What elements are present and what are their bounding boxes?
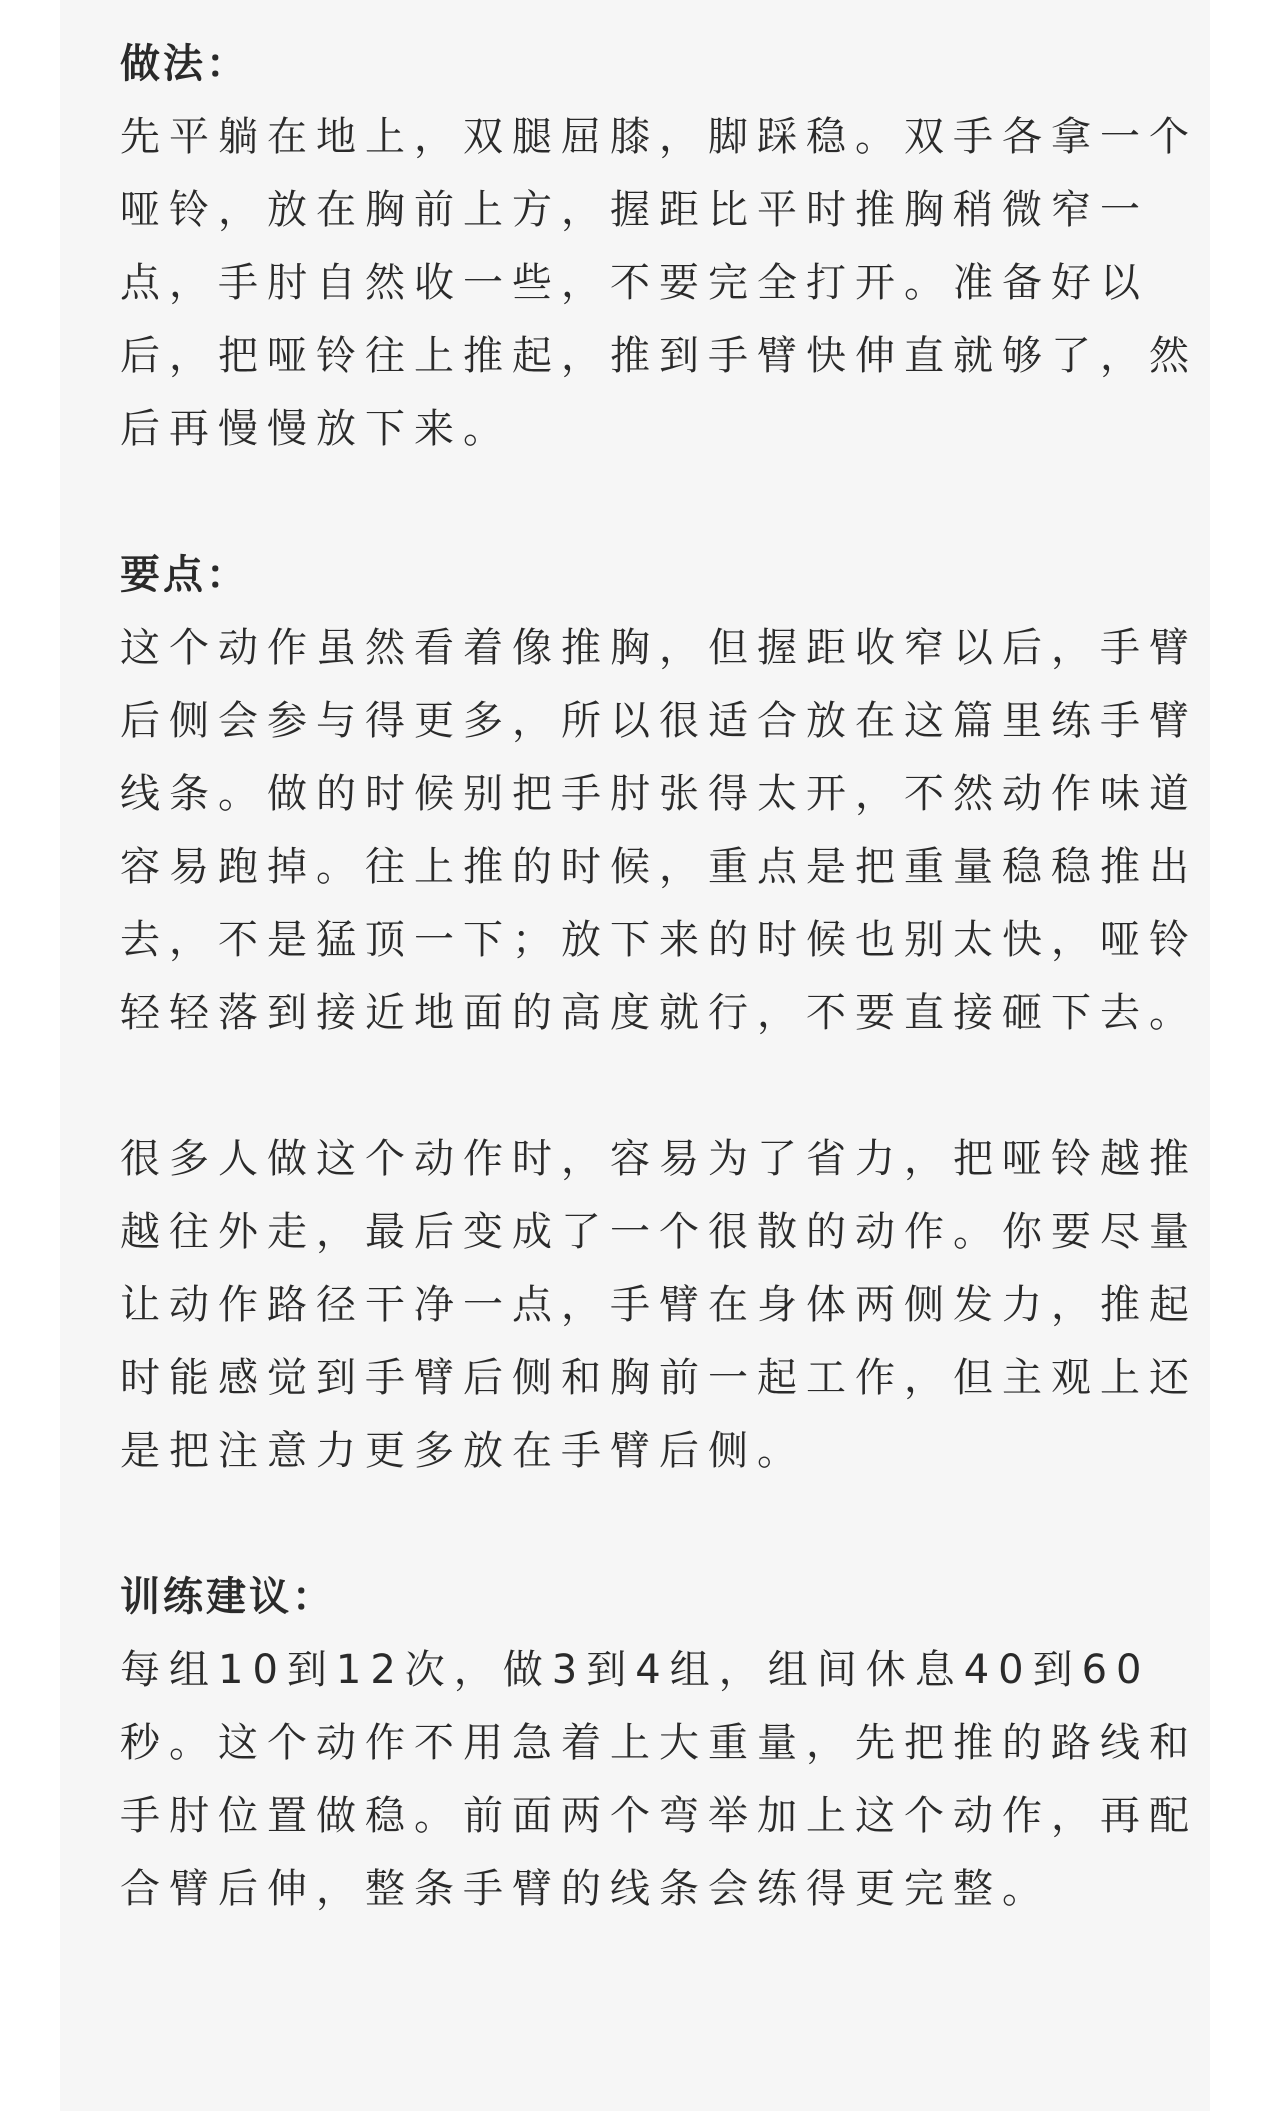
keypoints-heading: 要点：	[120, 552, 249, 598]
article-body	[120, 28, 1200, 1926]
training-paragraph: 每组10到12次，做3到4组，组间休息40到60秒。这个动作不用急着上大重量，先把推的路线和手肘位置做稳。前面两个弯举加上这个动作，再配合臂后伸，整条手臂的线条会练得更完整。	[120, 1647, 1198, 1912]
keypoints-paragraph-2: 很多人做这个动作时，容易为了省力，把哑铃越推越往外走，最后变成了一个很散的动作。你要尽量让动作路径干净一点，手臂在身体两侧发力，推起时能感觉到手臂后侧和胸前一起工作，但主观上还是把注意力更多放在手臂后侧。	[120, 1136, 1198, 1474]
section-spacer	[120, 466, 1200, 539]
article-card	[60, 0, 1210, 2111]
section-spacer	[120, 1050, 1200, 1123]
method-paragraph: 先平躺在地上，双腿屈膝，脚踩稳。双手各拿一个哑铃，放在胸前上方，握距比平时推胸稍微窄一点，手肘自然收一些，不要完全打开。准备好以后，把哑铃往上推起，推到手臂快伸直就够了，然后再慢慢放下来。	[120, 114, 1198, 452]
training-heading: 训练建议：	[120, 1574, 335, 1620]
method-heading: 做法：	[120, 41, 249, 87]
keypoints-paragraph-1: 这个动作虽然看着像推胸，但握距收窄以后，手臂后侧会参与得更多，所以很适合放在这篇里练手臂线条。做的时候别把手肘张得太开，不然动作味道容易跑掉。往上推的时候，重点是把重量稳稳推出去，不是猛顶一下；放下来的时候也别太快，哑铃轻轻落到接近地面的高度就行，不要直接砸下去。	[120, 625, 1198, 1036]
section-spacer	[120, 1488, 1200, 1561]
